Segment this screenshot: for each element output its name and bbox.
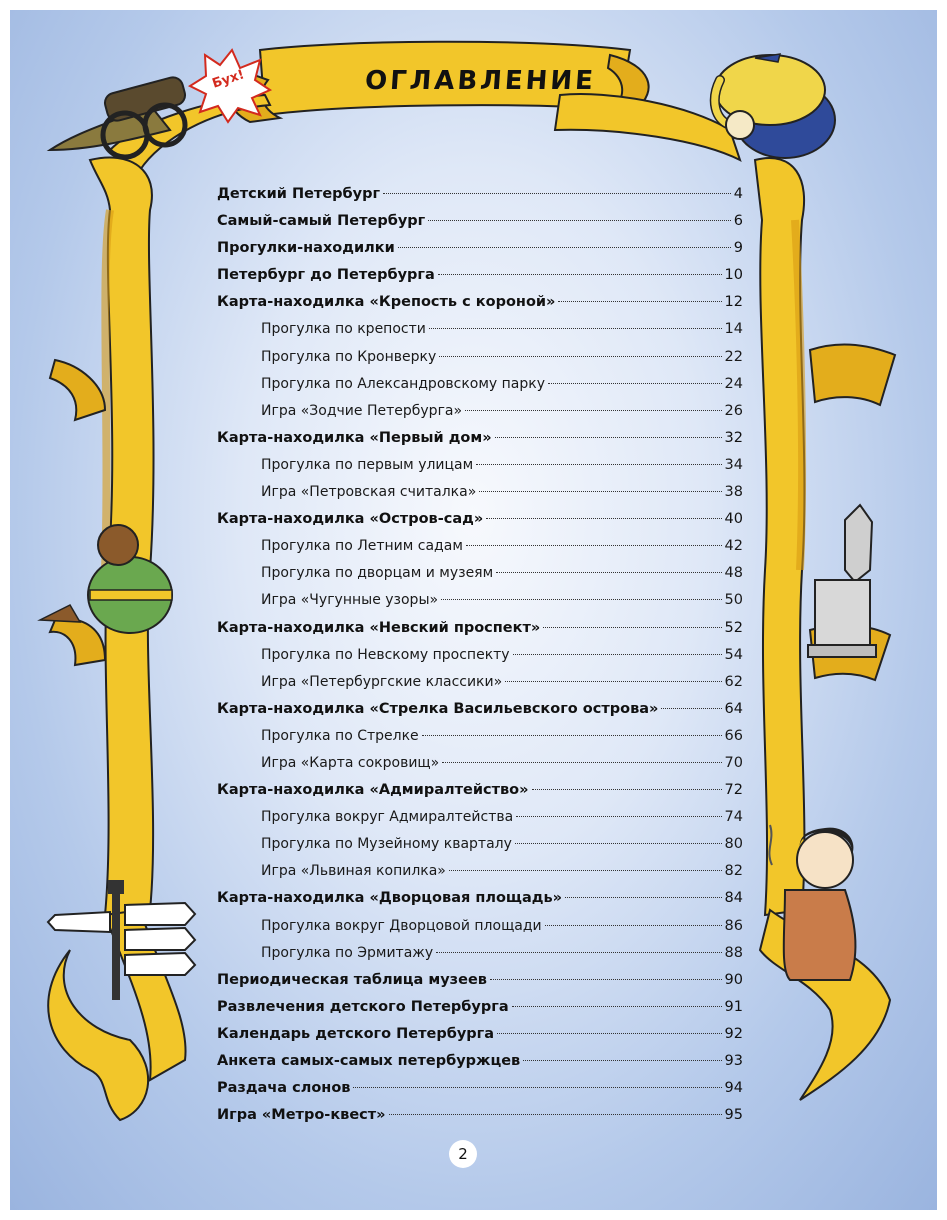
toc-section-entry xyxy=(217,885,743,912)
toc-subsection-entry xyxy=(217,560,743,587)
dot-leader xyxy=(543,626,721,628)
toc-entry-page: 95 xyxy=(724,1107,743,1124)
dot-leader xyxy=(486,517,721,519)
toc-section-entry xyxy=(217,289,743,316)
toc-entry-title: Детский Петербург xyxy=(217,186,381,202)
toc-section-entry xyxy=(217,696,743,723)
toc-entry-title: Самый-самый Петербург xyxy=(217,213,426,230)
toc-section-entry xyxy=(217,235,743,262)
dot-leader xyxy=(439,355,721,357)
dot-leader xyxy=(512,1005,722,1007)
dot-leader xyxy=(548,382,722,384)
toc-subsection-entry xyxy=(217,398,743,425)
toc-entry-title: Прогулка по Стрелке xyxy=(261,727,419,744)
toc-subsection-entry xyxy=(217,940,743,967)
toc-section-entry xyxy=(217,262,743,289)
dot-leader xyxy=(438,273,722,275)
dot-leader xyxy=(497,1032,722,1034)
dot-leader xyxy=(516,815,721,817)
toc-entry-page: 24 xyxy=(724,375,743,392)
toc-entry-title: Анкета самых-самых петербуржцев xyxy=(217,1053,521,1069)
toc-subsection-entry xyxy=(217,642,743,669)
toc-entry-title: Периодическая таблица музеев xyxy=(217,971,487,988)
dot-leader xyxy=(428,219,731,221)
toc-entry-page: 52 xyxy=(724,619,743,636)
toc-entry-page: 26 xyxy=(724,402,743,419)
toc-entry-page: 10 xyxy=(724,267,743,284)
toc-entry-title: Прогулка по Невскому проспекту xyxy=(261,646,510,663)
toc-entry-page: 40 xyxy=(724,511,743,528)
toc-subsection-entry xyxy=(217,371,743,398)
dot-leader xyxy=(465,409,721,411)
toc-entry-title: Прогулка по первым улицам xyxy=(261,456,474,473)
toc-entry-page: 12 xyxy=(724,294,743,311)
toc-entry-page: 9 xyxy=(733,240,743,257)
toc-entry-title: Игра «Петербургские классики» xyxy=(261,673,503,690)
dot-leader xyxy=(545,924,722,926)
dot-leader xyxy=(558,300,721,302)
dot-leader xyxy=(490,978,722,980)
toc-entry-title: Петербург до Петербурга xyxy=(217,267,435,284)
toc-entry-title: Календарь детского Петербурга xyxy=(217,1025,495,1042)
toc-entry-page: 72 xyxy=(724,782,743,799)
toc-entry-page: 22 xyxy=(724,348,743,365)
toc-section-entry xyxy=(217,1021,743,1048)
toc-entry-page: 38 xyxy=(724,484,743,501)
toc-entry-title: Игра «Петровская считалка» xyxy=(261,484,477,501)
toc-section-entry xyxy=(217,777,743,804)
toc-section-entry xyxy=(217,1048,743,1075)
toc-entry-title: Карта-находилка «Невский проспект» xyxy=(217,619,541,636)
dot-leader xyxy=(353,1086,721,1088)
toc-entry-page: 84 xyxy=(724,890,743,907)
toc-entry-page: 88 xyxy=(724,944,743,961)
toc-section-entry xyxy=(217,208,743,235)
dot-leader xyxy=(661,707,721,709)
dot-leader xyxy=(441,598,721,600)
toc-entry-title: Карта-находилка «Крепость с короной» xyxy=(217,294,556,311)
toc-subsection-entry xyxy=(217,344,743,371)
toc-entry-page: 50 xyxy=(724,592,743,609)
toc-entry-title: Карта-находилка «Адмиралтейство» xyxy=(217,782,529,799)
toc-section-entry xyxy=(217,1102,743,1129)
toc-entry-title: Раздача слонов xyxy=(217,1080,351,1097)
toc-entry-page: 70 xyxy=(724,754,743,771)
toc-entry-title: Прогулка по Летним садам xyxy=(261,538,463,555)
toc-subsection-entry xyxy=(217,479,743,506)
page xyxy=(10,10,937,1210)
toc-entry-title: Прогулки-находилки xyxy=(217,240,395,257)
toc-entry-title: Игра «Львиная копилка» xyxy=(261,863,446,880)
dot-leader xyxy=(449,869,722,871)
toc-entry-title: Карта-находилка «Стрелка Васильевского острова» xyxy=(217,700,659,717)
toc-entry-page: 34 xyxy=(724,456,743,473)
toc-entry-title: Игра «Карта сокровищ» xyxy=(261,754,440,771)
toc-entry-title: Прогулка по Кронверку xyxy=(261,348,437,365)
toc-subsection-entry xyxy=(217,316,743,343)
toc-entry-title: Игра «Зодчие Петербурга» xyxy=(261,402,463,419)
dot-leader xyxy=(513,653,722,655)
toc-section-entry xyxy=(217,425,743,452)
toc-subsection-entry xyxy=(217,804,743,831)
toc-entry-page: 80 xyxy=(724,836,743,853)
toc-section-entry xyxy=(217,967,743,994)
toc-entry-page: 66 xyxy=(724,727,743,744)
toc-subsection-entry xyxy=(217,858,743,885)
toc-entry-title: Развлечения детского Петербурга xyxy=(217,998,509,1015)
dot-leader xyxy=(466,544,722,546)
toc-section-entry xyxy=(217,1075,743,1102)
dot-leader xyxy=(523,1059,721,1061)
toc-subsection-entry xyxy=(217,831,743,858)
toc-entry-page: 62 xyxy=(724,673,743,690)
dot-leader xyxy=(532,788,722,790)
toc-entry-page: 32 xyxy=(724,429,743,446)
toc-entry-page: 90 xyxy=(724,971,743,988)
dot-leader xyxy=(422,734,722,736)
dot-leader xyxy=(515,842,722,844)
toc-entry-title: Прогулка по крепости xyxy=(261,321,426,338)
toc-entry-title: Карта-находилка «Первый дом» xyxy=(217,429,492,446)
toc-entry-page: 54 xyxy=(724,646,743,663)
toc-entry-page: 93 xyxy=(724,1053,743,1069)
toc-subsection-entry xyxy=(217,452,743,479)
toc-entry-page: 82 xyxy=(724,863,743,880)
toc-section-entry xyxy=(217,615,743,642)
toc-entry-page: 48 xyxy=(724,565,743,582)
toc-entry-page: 91 xyxy=(724,998,743,1015)
table-of-contents xyxy=(217,181,743,1129)
toc-subsection-entry xyxy=(217,913,743,940)
toc-entry-page: 94 xyxy=(724,1080,743,1097)
toc-entry-title: Прогулка по Эрмитажу xyxy=(261,944,434,961)
toc-subsection-entry xyxy=(217,669,743,696)
toc-entry-page: 74 xyxy=(724,809,743,826)
toc-entry-page: 6 xyxy=(733,213,743,230)
dot-leader xyxy=(429,327,722,329)
obelisk-illustration xyxy=(808,505,876,657)
toc-entry-title: Карта-находилка «Дворцовая площадь» xyxy=(217,890,562,907)
toc-entry-title: Игра «Чугунные узоры» xyxy=(261,592,439,609)
toc-section-entry xyxy=(217,506,743,533)
toc-entry-page: 42 xyxy=(724,538,743,555)
toc-entry-title: Прогулка по дворцам и музеям xyxy=(261,565,494,582)
toc-entry-page: 92 xyxy=(724,1025,743,1042)
toc-subsection-entry xyxy=(217,587,743,614)
toc-subsection-entry xyxy=(217,750,743,777)
toc-entry-page: 64 xyxy=(724,700,743,717)
sound-effect-label: Бух! xyxy=(210,67,247,92)
dot-leader xyxy=(479,490,721,492)
page-title: ОГЛАВЛЕНИЕ xyxy=(363,66,597,96)
dot-leader xyxy=(505,680,721,682)
dot-leader xyxy=(496,571,721,573)
toc-subsection-entry xyxy=(217,533,743,560)
dot-leader xyxy=(383,192,731,194)
toc-section-entry xyxy=(217,994,743,1021)
toc-entry-page: 86 xyxy=(724,917,743,934)
toc-section-entry xyxy=(217,181,743,208)
page-number: 2 xyxy=(449,1140,477,1168)
toc-entry-title: Игра «Метро-квест» xyxy=(217,1107,386,1124)
toc-entry-title: Прогулка вокруг Дворцовой площади xyxy=(261,917,542,934)
toc-entry-title: Прогулка по Александровскому парку xyxy=(261,375,546,392)
dot-leader xyxy=(442,761,721,763)
toc-entry-page: 4 xyxy=(733,186,743,202)
toc-entry-page: 14 xyxy=(724,321,743,338)
toc-entry-title: Прогулка по Музейному кварталу xyxy=(261,836,512,853)
toc-subsection-entry xyxy=(217,723,743,750)
dot-leader xyxy=(398,246,731,248)
dot-leader xyxy=(565,896,722,898)
dot-leader xyxy=(436,951,721,953)
dot-leader xyxy=(476,463,721,465)
dot-leader xyxy=(495,436,722,438)
toc-entry-title: Карта-находилка «Остров-сад» xyxy=(217,511,484,528)
toc-entry-title: Прогулка вокруг Адмиралтейства xyxy=(261,809,514,826)
dot-leader xyxy=(389,1113,722,1115)
